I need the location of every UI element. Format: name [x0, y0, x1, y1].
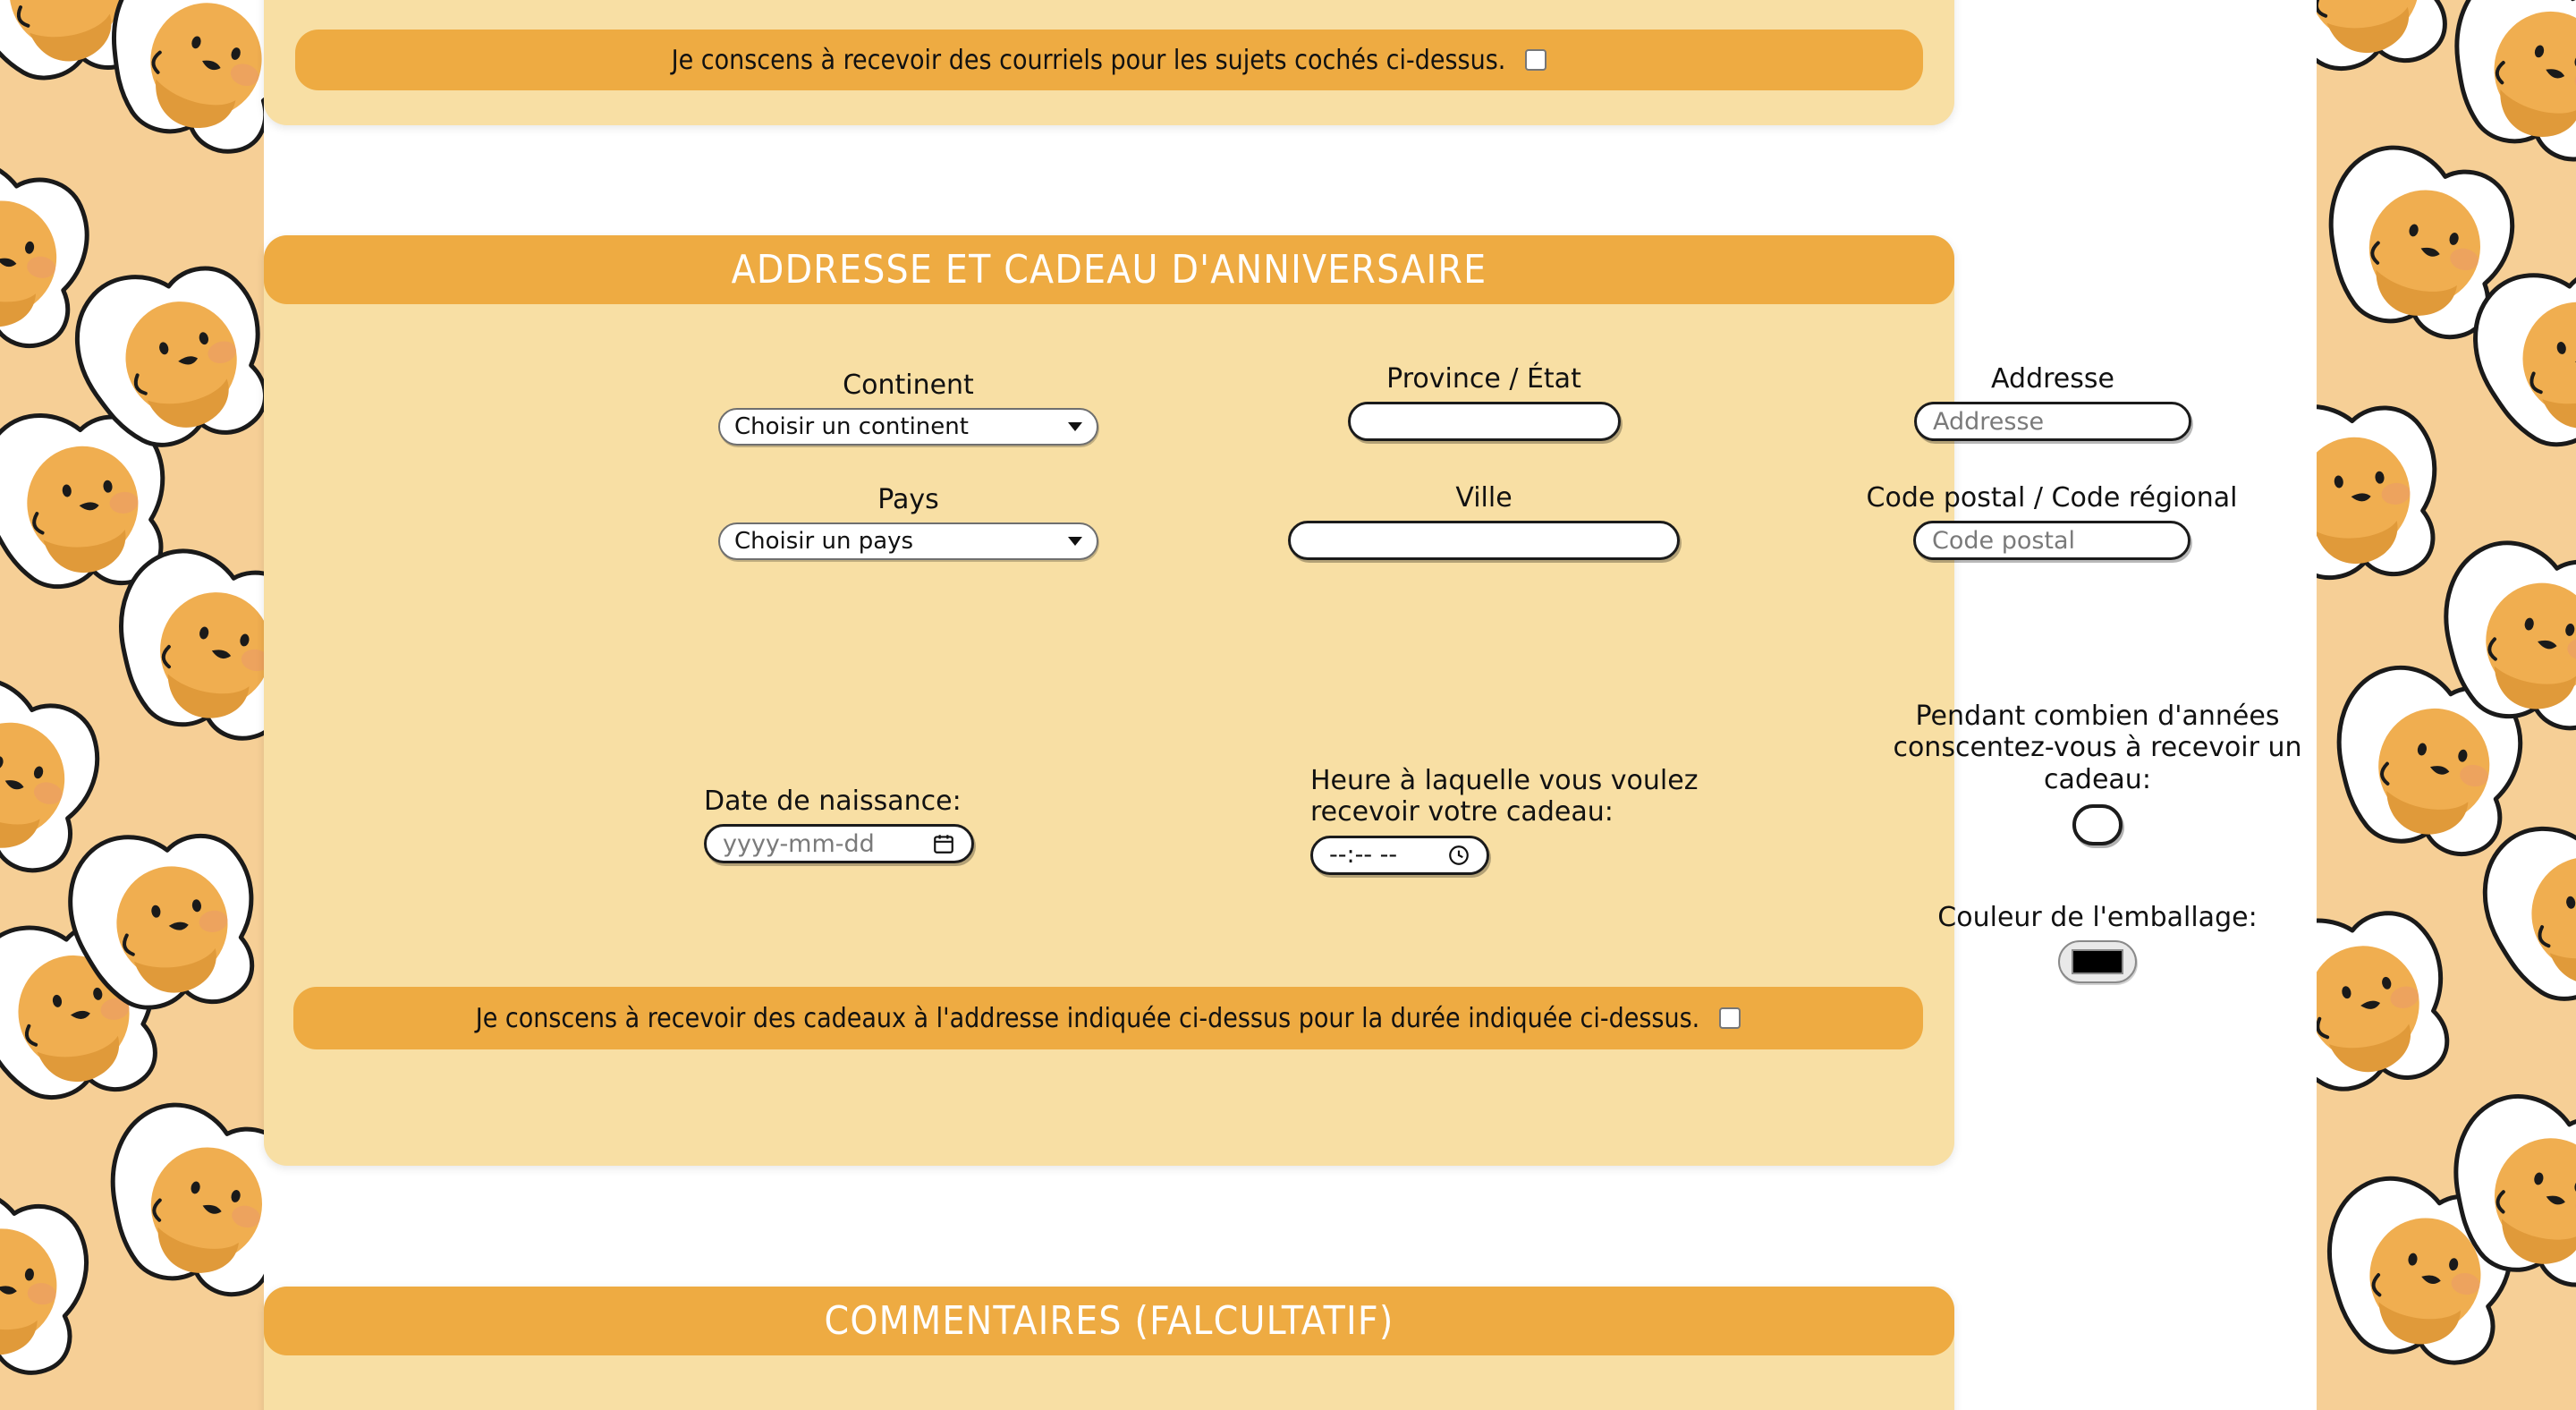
gift-years-input[interactable] — [2072, 804, 2123, 845]
field-continent — [718, 369, 1098, 446]
consent-emails-bar — [295, 30, 1923, 90]
birthdate-label: Date de naissance: — [704, 786, 962, 817]
consent-emails-checkbox[interactable] — [1525, 49, 1546, 71]
wrap-color-input[interactable] — [2058, 940, 2137, 983]
postal-code-placeholder: Code postal — [1932, 526, 2076, 555]
interests-card-bottom — [264, 0, 1954, 125]
field-wrap-color — [1865, 902, 2330, 983]
field-city — [1288, 482, 1680, 560]
comments-section-header: COMMENTAIRES (FALCULTATIF) — [264, 1287, 1954, 1355]
consent-gifts-checkbox[interactable] — [1719, 1007, 1741, 1029]
wrap-color-label: Couleur de l'emballage: — [1937, 902, 2258, 933]
chevron-down-icon — [1068, 537, 1082, 546]
clock-icon[interactable] — [1435, 844, 1470, 867]
field-address — [1847, 363, 2258, 441]
wrap-color-swatch — [2072, 949, 2123, 974]
address-label: Addresse — [1991, 363, 2114, 395]
country-selected-value: Choisir un pays — [734, 528, 914, 556]
field-province — [1288, 363, 1680, 441]
chevron-down-icon — [1068, 422, 1082, 431]
city-label: Ville — [1455, 482, 1513, 514]
address-placeholder: Addresse — [1933, 407, 2045, 436]
consent-gifts-bar — [293, 987, 1923, 1049]
gift-time-value: --:-- -- — [1329, 841, 1398, 870]
address-input[interactable] — [1914, 402, 2191, 441]
field-country — [718, 484, 1098, 560]
address-section-header: ADDRESSE ET CADEAU D'ANNIVERSAIRE — [264, 235, 1954, 304]
city-input[interactable] — [1288, 521, 1680, 560]
continent-selected-value: Choisir un continent — [734, 413, 969, 441]
postal-code-input[interactable] — [1913, 521, 2190, 560]
consent-gifts-text: Je conscens à recevoir des cadeaux à l'addresse indiquée ci-dessus pour la durée indiquée ci-dessus. — [475, 1002, 1700, 1034]
birthdate-value: yyyy-mm-dd — [723, 829, 875, 858]
consent-emails-text: Je conscens à recevoir des courriels pour les sujets cochés ci-dessus. — [671, 44, 1506, 76]
continent-label: Continent — [843, 369, 974, 401]
field-postal-code — [1793, 482, 2310, 560]
address-gift-card — [264, 235, 2302, 1166]
field-gift-years — [1865, 701, 2330, 849]
gift-years-label: Pendant combien d'années conscentez-vous à recevoir un cadeau: — [1893, 701, 2302, 795]
country-label: Pays — [877, 484, 939, 515]
field-gift-time — [1310, 765, 1713, 875]
gift-time-label: Heure à laquelle vous voulez recevoir votre cadeau: — [1310, 765, 1699, 828]
calendar-icon[interactable] — [919, 832, 955, 855]
country-select[interactable] — [718, 522, 1098, 560]
gift-time-input[interactable] — [1310, 836, 1489, 875]
province-label: Province / État — [1386, 363, 1581, 395]
content-column — [264, 0, 2317, 1410]
continent-select[interactable] — [718, 408, 1098, 446]
birthdate-input[interactable] — [704, 824, 974, 863]
postal-code-label: Code postal / Code régional — [1866, 482, 2238, 514]
province-input[interactable] — [1348, 402, 1621, 441]
field-birthdate — [704, 786, 999, 863]
comments-card — [264, 1287, 1954, 1410]
